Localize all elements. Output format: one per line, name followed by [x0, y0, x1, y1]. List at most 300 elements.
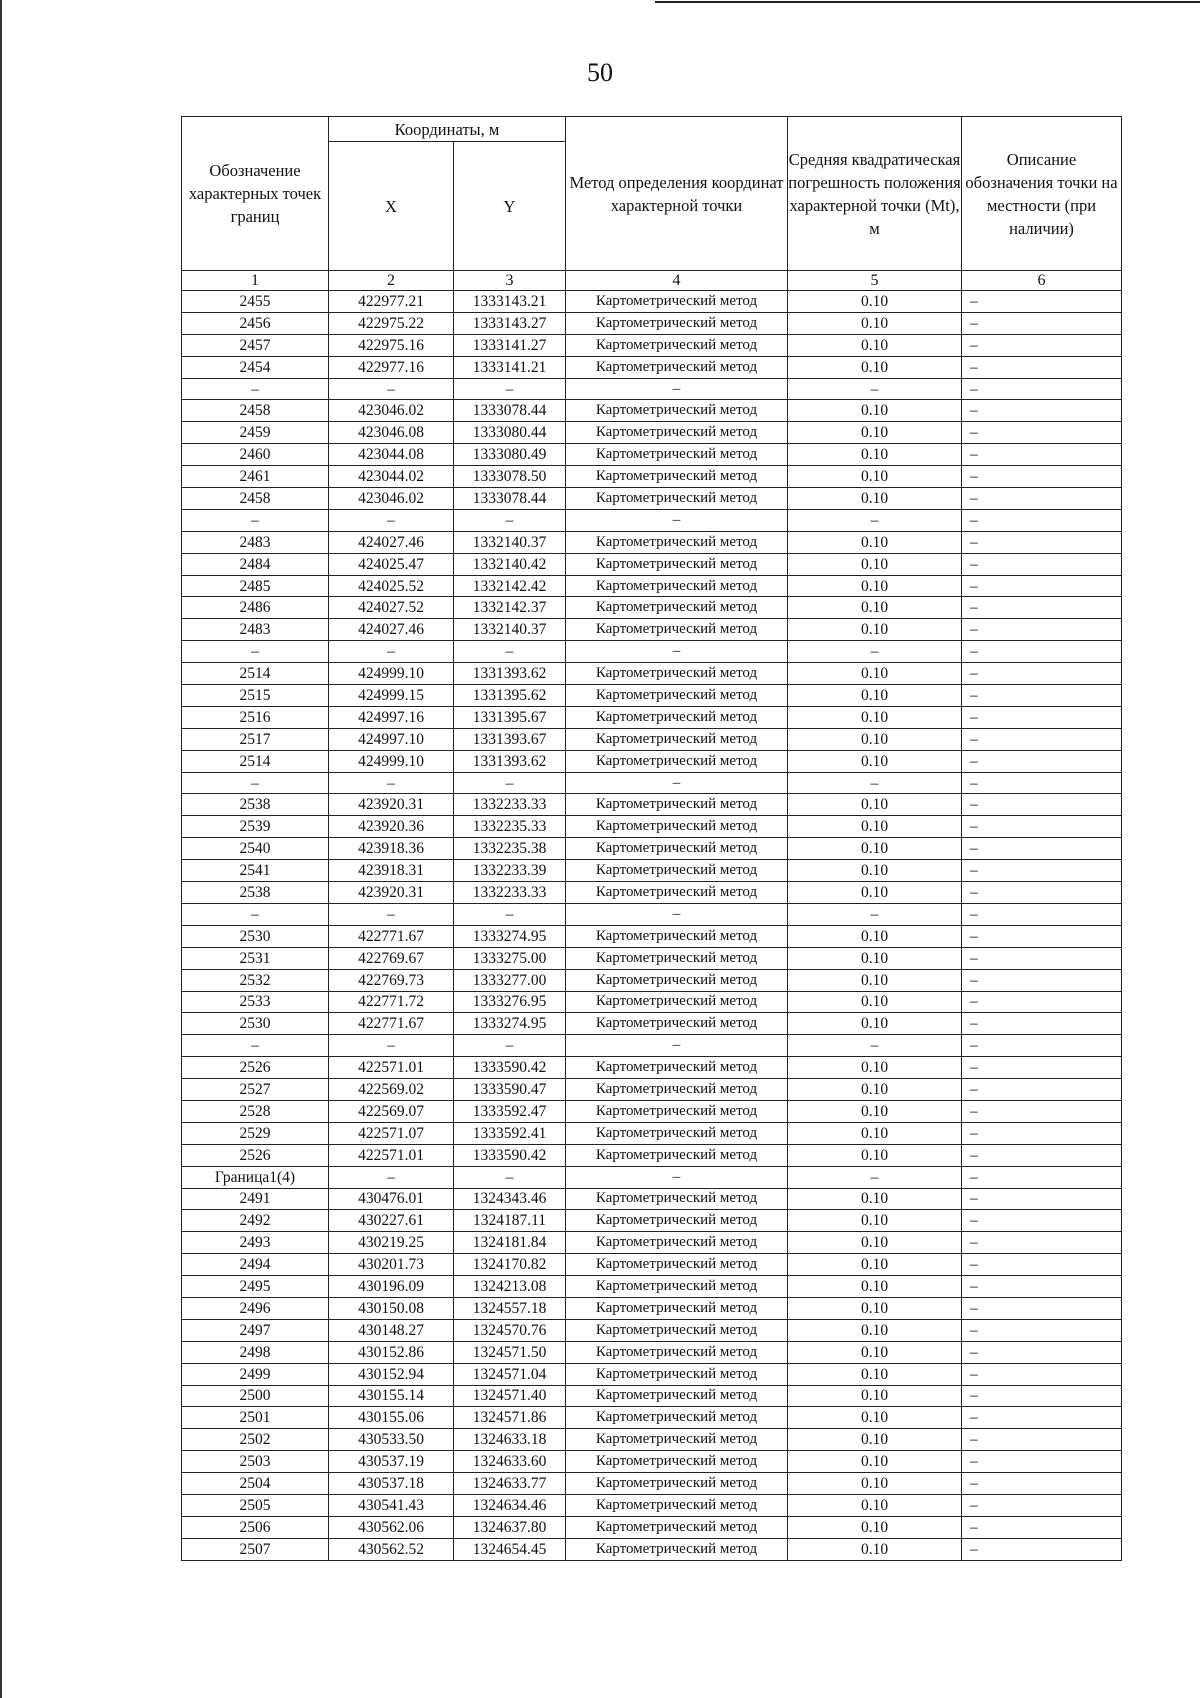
- error-cell: 0.10: [788, 816, 962, 838]
- y-coordinate-cell: 1324213.08: [454, 1276, 566, 1298]
- method-cell: Картометрический метод: [566, 334, 788, 356]
- point-id-cell: 2539: [182, 816, 329, 838]
- point-id-cell: –: [182, 378, 329, 400]
- point-id-cell: –: [182, 903, 329, 925]
- table-row: [182, 1188, 1122, 1210]
- x-coordinate-cell: 424997.10: [329, 728, 454, 750]
- description-cell: –: [962, 663, 1122, 685]
- table-row: [182, 1144, 1122, 1166]
- y-coordinate-cell: 1332142.42: [454, 575, 566, 597]
- table-body: [182, 291, 1122, 1561]
- description-cell: –: [962, 312, 1122, 334]
- point-id-cell: 2486: [182, 597, 329, 619]
- error-cell: 0.10: [788, 1385, 962, 1407]
- description-cell: –: [962, 466, 1122, 488]
- error-cell: 0.10: [788, 553, 962, 575]
- table-row: [182, 400, 1122, 422]
- description-cell: –: [962, 1166, 1122, 1188]
- method-cell: Картометрический метод: [566, 356, 788, 378]
- method-cell: Картометрический метод: [566, 1188, 788, 1210]
- description-cell: –: [962, 531, 1122, 553]
- y-coordinate-cell: 1332142.37: [454, 597, 566, 619]
- header-error-text: Средняя квадратическая погрешность положения характерной точки (Mt), м: [788, 149, 961, 238]
- method-cell: –: [566, 772, 788, 794]
- description-cell: –: [962, 947, 1122, 969]
- error-cell: 0.10: [788, 1144, 962, 1166]
- x-coordinate-cell: 424027.46: [329, 619, 454, 641]
- x-coordinate-cell: 430152.86: [329, 1341, 454, 1363]
- y-coordinate-cell: 1331395.67: [454, 706, 566, 728]
- method-cell: Картометрический метод: [566, 1407, 788, 1429]
- method-cell: Картометрический метод: [566, 619, 788, 641]
- y-coordinate-cell: 1331393.67: [454, 728, 566, 750]
- point-id-cell: 2501: [182, 1407, 329, 1429]
- error-cell: 0.10: [788, 1188, 962, 1210]
- x-coordinate-cell: 424025.52: [329, 575, 454, 597]
- y-coordinate-cell: 1324170.82: [454, 1254, 566, 1276]
- table-row: [182, 1385, 1122, 1407]
- description-cell: –: [962, 1297, 1122, 1319]
- description-cell: –: [962, 969, 1122, 991]
- method-cell: Картометрический метод: [566, 1297, 788, 1319]
- x-coordinate-cell: 423920.31: [329, 794, 454, 816]
- table-row: [182, 1035, 1122, 1057]
- method-cell: Картометрический метод: [566, 1473, 788, 1495]
- method-cell: Картометрический метод: [566, 969, 788, 991]
- x-coordinate-cell: –: [329, 378, 454, 400]
- error-cell: 0.10: [788, 444, 962, 466]
- table-row: [182, 1013, 1122, 1035]
- point-id-cell: 2515: [182, 685, 329, 707]
- y-coordinate-cell: 1333275.00: [454, 947, 566, 969]
- table-row: [182, 1232, 1122, 1254]
- error-cell: –: [788, 1166, 962, 1188]
- error-cell: 0.10: [788, 1429, 962, 1451]
- error-cell: –: [788, 509, 962, 531]
- error-cell: 0.10: [788, 1013, 962, 1035]
- table-row: [182, 422, 1122, 444]
- x-coordinate-cell: –: [329, 509, 454, 531]
- table-row: [182, 1057, 1122, 1079]
- error-cell: 0.10: [788, 1363, 962, 1385]
- point-id-cell: 2483: [182, 619, 329, 641]
- x-coordinate-cell: 430533.50: [329, 1429, 454, 1451]
- method-cell: Картометрический метод: [566, 1079, 788, 1101]
- error-cell: 0.10: [788, 531, 962, 553]
- x-coordinate-cell: 422571.01: [329, 1057, 454, 1079]
- x-coordinate-cell: 430227.61: [329, 1210, 454, 1232]
- method-cell: Картометрический метод: [566, 1538, 788, 1560]
- table-row: [182, 1297, 1122, 1319]
- table-row: [182, 860, 1122, 882]
- y-coordinate-cell: 1332233.39: [454, 860, 566, 882]
- header-description: Описание обозначения точки на местности (при наличии): [962, 117, 1122, 271]
- y-coordinate-cell: 1324571.86: [454, 1407, 566, 1429]
- x-coordinate-cell: 422769.67: [329, 947, 454, 969]
- table-row: [182, 882, 1122, 904]
- page-number: 50: [587, 58, 613, 87]
- table-row: [182, 1210, 1122, 1232]
- description-cell: –: [962, 1473, 1122, 1495]
- error-cell: 0.10: [788, 1451, 962, 1473]
- point-id-cell: 2461: [182, 466, 329, 488]
- method-cell: –: [566, 378, 788, 400]
- y-coordinate-cell: –: [454, 1035, 566, 1057]
- method-cell: Картометрический метод: [566, 1254, 788, 1276]
- x-coordinate-cell: 422569.07: [329, 1100, 454, 1122]
- point-id-cell: 2516: [182, 706, 329, 728]
- table-row: [182, 1079, 1122, 1101]
- description-cell: –: [962, 1254, 1122, 1276]
- description-cell: –: [962, 1538, 1122, 1560]
- method-cell: Картометрический метод: [566, 794, 788, 816]
- y-coordinate-cell: 1332140.42: [454, 553, 566, 575]
- header-y: Y: [454, 142, 566, 271]
- error-cell: 0.10: [788, 619, 962, 641]
- y-coordinate-cell: 1332140.37: [454, 531, 566, 553]
- y-coordinate-cell: 1333141.27: [454, 334, 566, 356]
- method-cell: Картометрический метод: [566, 1122, 788, 1144]
- description-cell: –: [962, 903, 1122, 925]
- table-row: [182, 685, 1122, 707]
- description-cell: –: [962, 378, 1122, 400]
- point-id-cell: 2507: [182, 1538, 329, 1560]
- x-coordinate-cell: 430150.08: [329, 1297, 454, 1319]
- table-row: [182, 291, 1122, 313]
- description-cell: –: [962, 816, 1122, 838]
- table-row: [182, 641, 1122, 663]
- x-coordinate-cell: 423918.31: [329, 860, 454, 882]
- point-id-cell: 2485: [182, 575, 329, 597]
- table-row: [182, 1122, 1122, 1144]
- method-cell: Картометрический метод: [566, 1516, 788, 1538]
- table-row: [182, 378, 1122, 400]
- x-coordinate-cell: 423918.36: [329, 838, 454, 860]
- table-row: [182, 1341, 1122, 1363]
- description-cell: –: [962, 488, 1122, 510]
- description-cell: –: [962, 356, 1122, 378]
- y-coordinate-cell: 1333080.44: [454, 422, 566, 444]
- table-row: [182, 1363, 1122, 1385]
- description-cell: –: [962, 1100, 1122, 1122]
- x-coordinate-cell: 424025.47: [329, 553, 454, 575]
- point-id-cell: –: [182, 509, 329, 531]
- point-id-cell: 2532: [182, 969, 329, 991]
- method-cell: Картометрический метод: [566, 816, 788, 838]
- method-cell: Картометрический метод: [566, 882, 788, 904]
- column-number: 1: [182, 271, 329, 291]
- error-cell: 0.10: [788, 860, 962, 882]
- description-cell: –: [962, 882, 1122, 904]
- x-coordinate-cell: 423044.02: [329, 466, 454, 488]
- method-cell: Картометрический метод: [566, 1100, 788, 1122]
- point-id-cell: 2528: [182, 1100, 329, 1122]
- x-coordinate-cell: 424027.46: [329, 531, 454, 553]
- table-row: [182, 991, 1122, 1013]
- x-coordinate-cell: –: [329, 641, 454, 663]
- error-cell: 0.10: [788, 334, 962, 356]
- x-coordinate-cell: 422571.01: [329, 1144, 454, 1166]
- y-coordinate-cell: 1333276.95: [454, 991, 566, 1013]
- point-id-cell: 2483: [182, 531, 329, 553]
- method-cell: Картометрический метод: [566, 838, 788, 860]
- error-cell: 0.10: [788, 1407, 962, 1429]
- description-cell: –: [962, 1341, 1122, 1363]
- description-cell: –: [962, 1516, 1122, 1538]
- y-coordinate-cell: 1324343.46: [454, 1188, 566, 1210]
- error-cell: 0.10: [788, 1276, 962, 1298]
- method-cell: Картометрический метод: [566, 750, 788, 772]
- y-coordinate-cell: 1331393.62: [454, 750, 566, 772]
- error-cell: 0.10: [788, 969, 962, 991]
- table-row: [182, 772, 1122, 794]
- description-cell: –: [962, 444, 1122, 466]
- error-cell: 0.10: [788, 1100, 962, 1122]
- header-mean-square-error: [788, 117, 962, 271]
- method-cell: Картометрический метод: [566, 312, 788, 334]
- error-cell: 0.10: [788, 685, 962, 707]
- y-coordinate-cell: 1324633.60: [454, 1451, 566, 1473]
- description-cell: –: [962, 860, 1122, 882]
- point-id-cell: –: [182, 1035, 329, 1057]
- x-coordinate-cell: 422771.67: [329, 1013, 454, 1035]
- point-id-cell: 2494: [182, 1254, 329, 1276]
- description-cell: –: [962, 838, 1122, 860]
- point-id-cell: 2526: [182, 1144, 329, 1166]
- x-coordinate-cell: 424027.52: [329, 597, 454, 619]
- y-coordinate-cell: 1333274.95: [454, 925, 566, 947]
- table-row: [182, 1516, 1122, 1538]
- y-coordinate-cell: 1331393.62: [454, 663, 566, 685]
- x-coordinate-cell: 422771.67: [329, 925, 454, 947]
- method-cell: Картометрический метод: [566, 1057, 788, 1079]
- y-coordinate-cell: 1333141.21: [454, 356, 566, 378]
- table-row: [182, 509, 1122, 531]
- y-coordinate-cell: 1333078.44: [454, 400, 566, 422]
- description-cell: –: [962, 1122, 1122, 1144]
- point-id-cell: 2497: [182, 1319, 329, 1341]
- error-cell: 0.10: [788, 925, 962, 947]
- point-id-cell: 2529: [182, 1122, 329, 1144]
- column-number: 5: [788, 271, 962, 291]
- point-id-cell: –: [182, 641, 329, 663]
- point-id-cell: 2538: [182, 794, 329, 816]
- error-cell: 0.10: [788, 1122, 962, 1144]
- description-cell: –: [962, 1188, 1122, 1210]
- point-id-cell: 2454: [182, 356, 329, 378]
- error-cell: 0.10: [788, 400, 962, 422]
- x-coordinate-cell: 430219.25: [329, 1232, 454, 1254]
- table-row: [182, 728, 1122, 750]
- description-cell: –: [962, 1035, 1122, 1057]
- point-id-cell: 2455: [182, 291, 329, 313]
- x-coordinate-cell: 424999.10: [329, 750, 454, 772]
- y-coordinate-cell: –: [454, 378, 566, 400]
- error-cell: 0.10: [788, 794, 962, 816]
- y-coordinate-cell: 1324633.77: [454, 1473, 566, 1495]
- description-cell: –: [962, 619, 1122, 641]
- table-row: [182, 947, 1122, 969]
- error-cell: –: [788, 378, 962, 400]
- y-coordinate-cell: –: [454, 1166, 566, 1188]
- y-coordinate-cell: 1333143.21: [454, 291, 566, 313]
- table-row: [182, 575, 1122, 597]
- y-coordinate-cell: –: [454, 903, 566, 925]
- point-id-cell: 2499: [182, 1363, 329, 1385]
- description-cell: –: [962, 1451, 1122, 1473]
- column-number: 2: [329, 271, 454, 291]
- x-coordinate-cell: 424999.10: [329, 663, 454, 685]
- error-cell: 0.10: [788, 597, 962, 619]
- x-coordinate-cell: 430196.09: [329, 1276, 454, 1298]
- error-cell: –: [788, 903, 962, 925]
- x-coordinate-cell: 422771.72: [329, 991, 454, 1013]
- table-row: [182, 356, 1122, 378]
- error-cell: 0.10: [788, 1516, 962, 1538]
- error-cell: 0.10: [788, 750, 962, 772]
- table-row: [182, 663, 1122, 685]
- table-row: [182, 1166, 1122, 1188]
- x-coordinate-cell: 424999.15: [329, 685, 454, 707]
- description-cell: –: [962, 1210, 1122, 1232]
- error-cell: –: [788, 1035, 962, 1057]
- point-id-cell: 2506: [182, 1516, 329, 1538]
- y-coordinate-cell: 1324187.11: [454, 1210, 566, 1232]
- point-id-cell: 2538: [182, 882, 329, 904]
- column-number: 3: [454, 271, 566, 291]
- table-row: [182, 1319, 1122, 1341]
- error-cell: 0.10: [788, 1341, 962, 1363]
- y-coordinate-cell: 1324571.50: [454, 1341, 566, 1363]
- description-cell: –: [962, 1363, 1122, 1385]
- x-coordinate-cell: 430537.19: [329, 1451, 454, 1473]
- y-coordinate-cell: –: [454, 641, 566, 663]
- x-coordinate-cell: 423046.08: [329, 422, 454, 444]
- table-row: [182, 553, 1122, 575]
- y-coordinate-cell: 1324571.04: [454, 1363, 566, 1385]
- description-cell: –: [962, 1013, 1122, 1035]
- x-coordinate-cell: 430541.43: [329, 1494, 454, 1516]
- x-coordinate-cell: 430537.18: [329, 1473, 454, 1495]
- table-row: [182, 1494, 1122, 1516]
- table-row: [182, 1276, 1122, 1298]
- error-cell: 0.10: [788, 1538, 962, 1560]
- table-row: [182, 816, 1122, 838]
- method-cell: –: [566, 903, 788, 925]
- description-cell: –: [962, 794, 1122, 816]
- x-coordinate-cell: 430155.14: [329, 1385, 454, 1407]
- point-id-cell: 2541: [182, 860, 329, 882]
- table-row: [182, 334, 1122, 356]
- table-row: [182, 925, 1122, 947]
- header-coordinates-group: Координаты, м: [329, 117, 566, 142]
- point-id-cell: 2458: [182, 488, 329, 510]
- description-cell: –: [962, 291, 1122, 313]
- description-cell: –: [962, 925, 1122, 947]
- table-row: [182, 903, 1122, 925]
- table-row: [182, 750, 1122, 772]
- table-row: [182, 1254, 1122, 1276]
- x-coordinate-cell: 422569.02: [329, 1079, 454, 1101]
- method-cell: Картометрический метод: [566, 663, 788, 685]
- table-row: [182, 1429, 1122, 1451]
- method-cell: Картометрический метод: [566, 488, 788, 510]
- coordinates-table: [181, 116, 1122, 1561]
- method-cell: Картометрический метод: [566, 706, 788, 728]
- point-id-cell: –: [182, 772, 329, 794]
- point-id-cell: 2530: [182, 925, 329, 947]
- error-cell: 0.10: [788, 663, 962, 685]
- point-id-cell: 2533: [182, 991, 329, 1013]
- header-method: Метод определения координат характерной точки: [566, 117, 788, 271]
- x-coordinate-cell: –: [329, 772, 454, 794]
- table-row: [182, 706, 1122, 728]
- y-coordinate-cell: 1333590.47: [454, 1079, 566, 1101]
- method-cell: Картометрический метод: [566, 597, 788, 619]
- x-coordinate-cell: 422571.07: [329, 1122, 454, 1144]
- point-id-cell: 2540: [182, 838, 329, 860]
- point-id-cell: 2498: [182, 1341, 329, 1363]
- point-id-cell: 2457: [182, 334, 329, 356]
- point-id-cell: 2530: [182, 1013, 329, 1035]
- y-coordinate-cell: 1333592.41: [454, 1122, 566, 1144]
- point-id-cell: Граница1(4): [182, 1166, 329, 1188]
- y-coordinate-cell: 1333078.44: [454, 488, 566, 510]
- x-coordinate-cell: 424997.16: [329, 706, 454, 728]
- error-cell: 0.10: [788, 1232, 962, 1254]
- y-coordinate-cell: 1332140.37: [454, 619, 566, 641]
- point-id-cell: 2504: [182, 1473, 329, 1495]
- table-row: [182, 488, 1122, 510]
- description-cell: –: [962, 1232, 1122, 1254]
- x-coordinate-cell: 422977.21: [329, 291, 454, 313]
- method-cell: Картометрический метод: [566, 1451, 788, 1473]
- description-cell: –: [962, 1319, 1122, 1341]
- method-cell: Картометрический метод: [566, 728, 788, 750]
- error-cell: 0.10: [788, 706, 962, 728]
- description-cell: –: [962, 597, 1122, 619]
- point-id-cell: 2517: [182, 728, 329, 750]
- error-cell: 0.10: [788, 838, 962, 860]
- method-cell: Картометрический метод: [566, 860, 788, 882]
- description-cell: –: [962, 400, 1122, 422]
- y-coordinate-cell: 1324634.46: [454, 1494, 566, 1516]
- method-cell: –: [566, 1035, 788, 1057]
- y-coordinate-cell: 1333590.42: [454, 1144, 566, 1166]
- y-coordinate-cell: 1332233.33: [454, 794, 566, 816]
- point-id-cell: 2502: [182, 1429, 329, 1451]
- y-coordinate-cell: 1332235.33: [454, 816, 566, 838]
- point-id-cell: 2492: [182, 1210, 329, 1232]
- method-cell: Картометрический метод: [566, 1494, 788, 1516]
- y-coordinate-cell: 1324633.18: [454, 1429, 566, 1451]
- table-row: [182, 969, 1122, 991]
- method-cell: Картометрический метод: [566, 444, 788, 466]
- point-id-cell: 2526: [182, 1057, 329, 1079]
- point-id-cell: 2484: [182, 553, 329, 575]
- point-id-cell: 2459: [182, 422, 329, 444]
- table-row: [182, 531, 1122, 553]
- method-cell: Картометрический метод: [566, 575, 788, 597]
- method-cell: Картометрический метод: [566, 1276, 788, 1298]
- point-id-cell: 2493: [182, 1232, 329, 1254]
- description-cell: –: [962, 772, 1122, 794]
- table-row: [182, 838, 1122, 860]
- table-row: [182, 1451, 1122, 1473]
- x-coordinate-cell: 430155.06: [329, 1407, 454, 1429]
- point-id-cell: 2505: [182, 1494, 329, 1516]
- table-row: [182, 1407, 1122, 1429]
